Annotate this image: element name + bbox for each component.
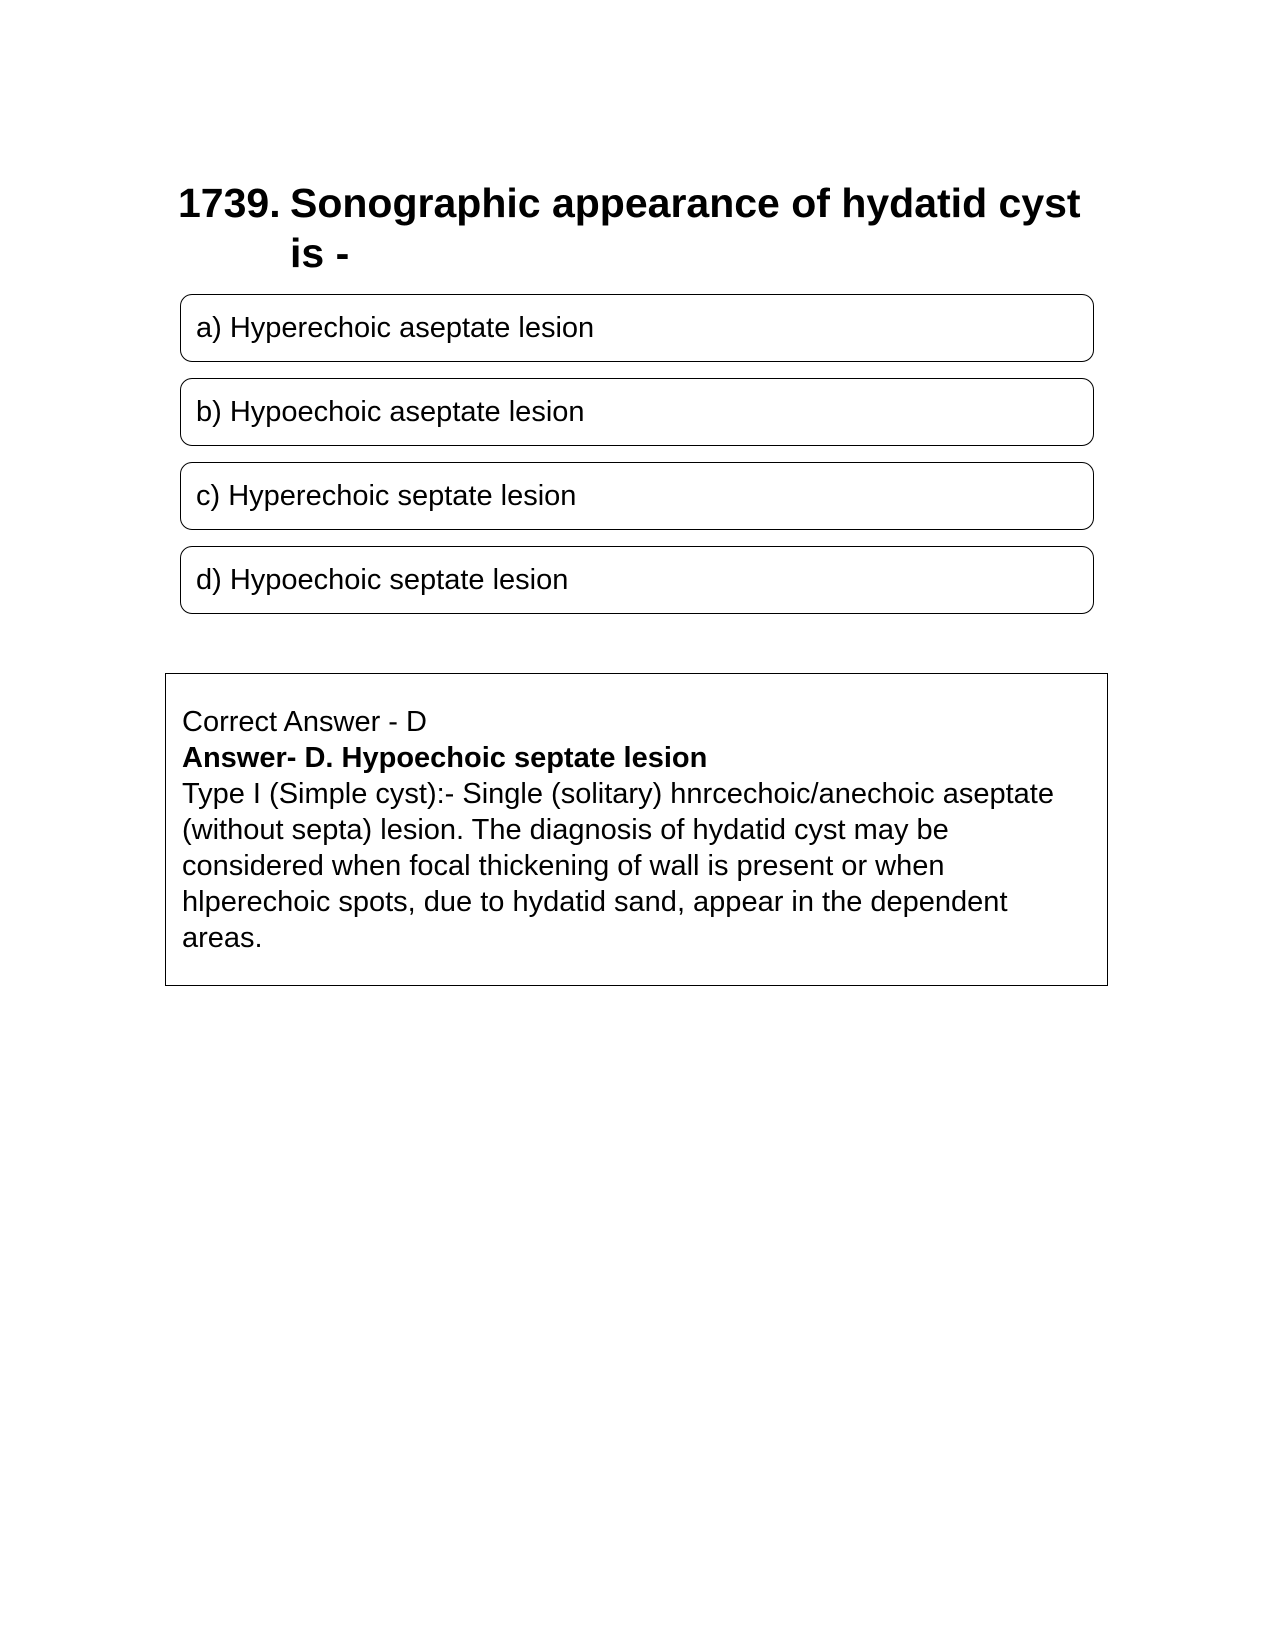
option-label: b) Hypoechoic aseptate lesion [196,395,585,428]
option-label: a) Hyperechoic aseptate lesion [196,311,595,344]
answer-heading: Answer- D. Hypoechoic septate lesion [182,742,708,774]
question-number: 1739. [178,180,281,226]
option-d[interactable] [180,546,1094,614]
correct-answer: Correct Answer - D [182,706,427,738]
answer-box [165,673,1108,986]
option-a[interactable] [180,294,1094,362]
options-list [180,294,1094,630]
option-c[interactable] [180,462,1094,530]
question-text: Sonographic appearance of hydatid cyst is - [290,180,1081,276]
option-b[interactable] [180,378,1094,446]
question-block [178,178,1098,278]
option-label: c) Hyperechoic septate lesion [196,479,577,512]
answer-explanation: Type I (Simple cyst):- Single (solitary) hnrcechoic/anechoic aseptate (without septa) lesion. The diagnosis of hydatid cyst may be considered when focal thickening of wall is present or when hlperechoic spots, due to hydatid sand, appear in the dependent areas. [182,778,1054,954]
option-label: d) Hypoechoic septate lesion [196,563,569,596]
